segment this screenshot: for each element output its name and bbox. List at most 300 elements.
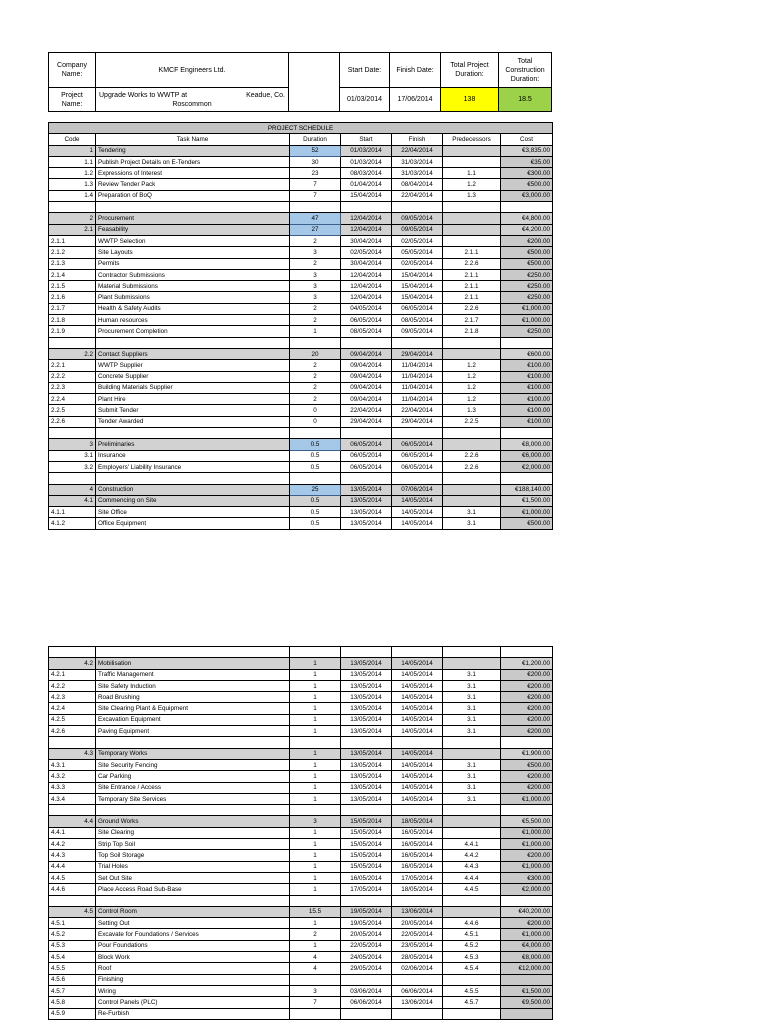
task-duration: 3 xyxy=(290,292,341,303)
task-start: 12/04/2014 xyxy=(341,281,392,292)
task-start: 09/04/2014 xyxy=(341,394,392,405)
task-start: 13/05/2014 xyxy=(341,495,392,506)
empty-cell xyxy=(96,737,290,748)
task-cost: €35.00 xyxy=(501,156,553,167)
task-name: Mobilisation xyxy=(96,658,290,669)
task-cost: €200.00 xyxy=(501,680,553,691)
task-finish: 05/05/2014 xyxy=(392,247,443,258)
task-cost: €250.00 xyxy=(501,326,553,337)
task-predecessors xyxy=(443,827,501,838)
task-row xyxy=(49,669,553,680)
task-start: 12/04/2014 xyxy=(341,292,392,303)
task-predecessors: 1.2 xyxy=(443,360,501,371)
task-start: 15/05/2014 xyxy=(341,816,392,827)
task-cost: €200.00 xyxy=(501,771,553,782)
task-duration: 1 xyxy=(290,884,341,895)
task-start: 20/05/2014 xyxy=(341,929,392,940)
task-finish: 18/05/2014 xyxy=(392,816,443,827)
task-cost: €1,000.00 xyxy=(501,793,553,804)
task-code: 4.2 xyxy=(49,658,96,669)
group-row xyxy=(49,816,553,827)
column-header-row xyxy=(49,134,553,145)
task-duration: 30 xyxy=(290,156,341,167)
empty-cell xyxy=(341,202,392,213)
task-cost: €1,500.00 xyxy=(501,495,553,506)
task-start: 15/04/2014 xyxy=(341,190,392,201)
task-finish: 14/05/2014 xyxy=(392,726,443,737)
task-name: Insurance xyxy=(96,450,290,461)
task-predecessors: 1.2 xyxy=(443,394,501,405)
task-finish: 14/05/2014 xyxy=(392,793,443,804)
task-code: 4.2.2 xyxy=(49,680,96,691)
header-spacer xyxy=(288,52,340,112)
task-cost: €500.00 xyxy=(501,247,553,258)
task-row xyxy=(49,168,553,179)
task-cost: €100.00 xyxy=(501,405,553,416)
spacer-row xyxy=(49,428,553,439)
task-predecessors: 4.5.4 xyxy=(443,963,501,974)
task-duration: 3 xyxy=(290,281,341,292)
task-code: 2.2.4 xyxy=(49,394,96,405)
task-duration: 1 xyxy=(290,669,341,680)
task-code: 3 xyxy=(49,439,96,450)
task-start: 01/03/2014 xyxy=(341,156,392,167)
task-name: Tendering xyxy=(96,145,290,156)
task-finish: 14/05/2014 xyxy=(392,748,443,759)
task-row xyxy=(49,872,553,883)
task-name: Permits xyxy=(96,258,290,269)
task-finish: 06/06/2014 xyxy=(392,985,443,996)
task-predecessors: 1.2 xyxy=(443,179,501,190)
task-predecessors xyxy=(443,658,501,669)
task-start: 08/03/2014 xyxy=(341,168,392,179)
task-row xyxy=(49,179,553,190)
task-duration: 4 xyxy=(290,963,341,974)
task-row xyxy=(49,405,553,416)
task-cost: €188,140.00 xyxy=(501,484,553,495)
col-start-header: Start xyxy=(341,134,392,145)
task-duration: 0.5 xyxy=(290,518,341,529)
task-cost: €200.00 xyxy=(501,235,553,246)
task-name: Commencing on Site xyxy=(96,495,290,506)
empty-cell xyxy=(501,805,553,816)
task-duration: 2 xyxy=(290,258,341,269)
task-duration: 1 xyxy=(290,326,341,337)
task-predecessors: 2.2.5 xyxy=(443,416,501,427)
task-predecessors xyxy=(443,1008,501,1019)
task-predecessors: 2.2.6 xyxy=(443,450,501,461)
empty-cell xyxy=(290,473,341,484)
task-code: 4.3 xyxy=(49,748,96,759)
task-cost: €4,200.00 xyxy=(501,224,553,235)
empty-cell xyxy=(341,737,392,748)
empty-cell xyxy=(443,647,501,658)
task-duration: 23 xyxy=(290,168,341,179)
task-row xyxy=(49,461,553,472)
group-row xyxy=(49,495,553,506)
company-label: Company Name: xyxy=(48,52,96,88)
task-start: 06/05/2014 xyxy=(341,439,392,450)
task-name: Plant Submissions xyxy=(96,292,290,303)
empty-cell xyxy=(501,428,553,439)
task-name: Car Parking xyxy=(96,771,290,782)
task-code: 2.1.3 xyxy=(49,258,96,269)
empty-cell xyxy=(96,202,290,213)
task-name: Excavate for Foundations / Services xyxy=(96,929,290,940)
task-finish: 13/06/2014 xyxy=(392,906,443,917)
task-start: 02/05/2014 xyxy=(341,247,392,258)
task-cost xyxy=(501,1008,553,1019)
project-label: Project Name: xyxy=(48,87,96,112)
task-row xyxy=(49,190,553,201)
task-name: Site Entrance / Access xyxy=(96,782,290,793)
empty-cell xyxy=(443,805,501,816)
spacer-row xyxy=(49,337,553,348)
empty-cell xyxy=(96,805,290,816)
empty-cell xyxy=(443,895,501,906)
empty-cell xyxy=(49,737,96,748)
task-finish: 11/04/2014 xyxy=(392,382,443,393)
task-row xyxy=(49,714,553,725)
task-code: 2.1.9 xyxy=(49,326,96,337)
task-predecessors xyxy=(443,145,501,156)
task-code: 4 xyxy=(49,484,96,495)
task-finish: 31/03/2014 xyxy=(392,156,443,167)
task-cost: €3,000.00 xyxy=(501,190,553,201)
task-predecessors xyxy=(443,439,501,450)
task-name: Site Safety Induction xyxy=(96,680,290,691)
task-duration: 1 xyxy=(290,850,341,861)
task-code: 4.4.5 xyxy=(49,872,96,883)
group-row xyxy=(49,748,553,759)
task-row xyxy=(49,258,553,269)
task-row xyxy=(49,861,553,872)
task-name: Control Room xyxy=(96,906,290,917)
empty-cell xyxy=(392,202,443,213)
finish-date-label: Finish Date: xyxy=(389,52,441,88)
task-name: Site Clearing xyxy=(96,827,290,838)
task-row xyxy=(49,703,553,714)
empty-cell xyxy=(290,428,341,439)
task-predecessors: 4.5.1 xyxy=(443,929,501,940)
empty-cell xyxy=(341,895,392,906)
task-row xyxy=(49,450,553,461)
task-row xyxy=(49,326,553,337)
task-finish: 14/05/2014 xyxy=(392,703,443,714)
spacer-row xyxy=(49,202,553,213)
task-name: WWTP Selection xyxy=(96,235,290,246)
task-name: Contact Suppliers xyxy=(96,348,290,359)
schedule-table-1 xyxy=(48,122,553,530)
task-code: 2.2.2 xyxy=(49,371,96,382)
empty-cell xyxy=(96,337,290,348)
task-duration: 0.5 xyxy=(290,495,341,506)
task-cost: €8,000.00 xyxy=(501,952,553,963)
task-finish: 14/05/2014 xyxy=(392,658,443,669)
task-finish: 14/05/2014 xyxy=(392,714,443,725)
task-duration: 1 xyxy=(290,703,341,714)
group-row xyxy=(49,348,553,359)
task-code: 4.5.9 xyxy=(49,1008,96,1019)
task-duration: 0.5 xyxy=(290,461,341,472)
task-row xyxy=(49,759,553,770)
task-name: Pour Foundations xyxy=(96,940,290,951)
task-finish: 08/05/2014 xyxy=(392,315,443,326)
empty-cell xyxy=(501,647,553,658)
task-name: Submit Tender xyxy=(96,405,290,416)
task-cost: €8,000.00 xyxy=(501,439,553,450)
task-predecessors xyxy=(443,816,501,827)
task-finish: 29/04/2014 xyxy=(392,416,443,427)
task-name: Preliminaries xyxy=(96,439,290,450)
task-code: 2.2.6 xyxy=(49,416,96,427)
empty-cell xyxy=(49,202,96,213)
task-start: 29/05/2014 xyxy=(341,963,392,974)
task-finish: 02/06/2014 xyxy=(392,963,443,974)
task-finish: 14/05/2014 xyxy=(392,782,443,793)
col-finish-header: Finish xyxy=(392,134,443,145)
task-name: Health & Safety Audits xyxy=(96,303,290,314)
task-row xyxy=(49,692,553,703)
task-start: 19/05/2014 xyxy=(341,906,392,917)
task-row xyxy=(49,269,553,280)
task-name: Material Submissions xyxy=(96,281,290,292)
task-row xyxy=(49,292,553,303)
task-start: 19/05/2014 xyxy=(341,918,392,929)
task-finish: 16/05/2014 xyxy=(392,839,443,850)
empty-cell xyxy=(341,428,392,439)
task-predecessors xyxy=(443,974,501,985)
group-row xyxy=(49,906,553,917)
task-cost: €200.00 xyxy=(501,782,553,793)
task-cost: €12,000.00 xyxy=(501,963,553,974)
task-predecessors: 3.1 xyxy=(443,714,501,725)
task-cost: €200.00 xyxy=(501,726,553,737)
task-row xyxy=(49,281,553,292)
task-name: Preparation of BoQ xyxy=(96,190,290,201)
task-name: Wiring xyxy=(96,985,290,996)
task-code: 1.2 xyxy=(49,168,96,179)
group-row xyxy=(49,145,553,156)
task-predecessors: 4.4.5 xyxy=(443,884,501,895)
task-start: 13/05/2014 xyxy=(341,726,392,737)
task-start: 06/05/2014 xyxy=(341,461,392,472)
task-cost: €500.00 xyxy=(501,179,553,190)
task-predecessors: 2.1.1 xyxy=(443,269,501,280)
task-code: 4.2.6 xyxy=(49,726,96,737)
task-predecessors: 4.5.7 xyxy=(443,997,501,1008)
company-value: KMCF Engineers Ltd. xyxy=(95,52,289,88)
empty-cell xyxy=(49,895,96,906)
task-duration: 7 xyxy=(290,997,341,1008)
task-name: Re-Furbish xyxy=(96,1008,290,1019)
task-code: 2.1.6 xyxy=(49,292,96,303)
task-code: 4.1 xyxy=(49,495,96,506)
task-predecessors: 2.2.6 xyxy=(443,461,501,472)
empty-cell xyxy=(49,428,96,439)
task-code: 1 xyxy=(49,145,96,156)
task-duration: 1 xyxy=(290,872,341,883)
task-name: Traffic Management xyxy=(96,669,290,680)
task-finish: 16/05/2014 xyxy=(392,861,443,872)
group-row xyxy=(49,439,553,450)
task-predecessors xyxy=(443,484,501,495)
task-duration: 3 xyxy=(290,269,341,280)
task-cost: €1,200.00 xyxy=(501,658,553,669)
task-start: 12/04/2014 xyxy=(341,213,392,224)
task-name: Site Office xyxy=(96,507,290,518)
spacer-row xyxy=(49,805,553,816)
task-cost: €1,500.00 xyxy=(501,985,553,996)
task-cost: €1,000.00 xyxy=(501,507,553,518)
empty-cell xyxy=(392,337,443,348)
task-code: 1.3 xyxy=(49,179,96,190)
task-name: Top Soil Storage xyxy=(96,850,290,861)
task-predecessors: 1.2 xyxy=(443,371,501,382)
task-code: 4.4.6 xyxy=(49,884,96,895)
total-construction-duration-label: Total Construction Duration: xyxy=(498,52,552,88)
task-predecessors: 3.1 xyxy=(443,507,501,518)
task-name: Ground Works xyxy=(96,816,290,827)
task-row xyxy=(49,247,553,258)
task-cost: €40,200.00 xyxy=(501,906,553,917)
task-name: Site Clearing Plant & Equipment xyxy=(96,703,290,714)
task-code: 2.1.2 xyxy=(49,247,96,258)
task-duration: 2 xyxy=(290,394,341,405)
task-predecessors: 3.1 xyxy=(443,703,501,714)
task-duration: 2 xyxy=(290,371,341,382)
task-duration: 0 xyxy=(290,405,341,416)
task-duration xyxy=(290,974,341,985)
task-start: 09/04/2014 xyxy=(341,382,392,393)
task-start: 13/05/2014 xyxy=(341,692,392,703)
empty-cell xyxy=(49,805,96,816)
task-predecessors xyxy=(443,495,501,506)
empty-cell xyxy=(290,805,341,816)
empty-cell xyxy=(392,805,443,816)
task-predecessors: 2.2.6 xyxy=(443,258,501,269)
task-duration: 2 xyxy=(290,235,341,246)
task-start: 01/03/2014 xyxy=(341,145,392,156)
task-code: 4.4 xyxy=(49,816,96,827)
task-predecessors: 3.1 xyxy=(443,518,501,529)
group-row xyxy=(49,658,553,669)
task-duration: 1 xyxy=(290,726,341,737)
task-predecessors xyxy=(443,906,501,917)
task-start: 13/05/2014 xyxy=(341,669,392,680)
task-cost: €500.00 xyxy=(501,258,553,269)
task-code: 4.5.6 xyxy=(49,974,96,985)
task-finish: 06/05/2014 xyxy=(392,450,443,461)
task-cost: €200.00 xyxy=(501,714,553,725)
task-duration: 0.5 xyxy=(290,450,341,461)
task-duration: 25 xyxy=(290,484,341,495)
task-finish: 20/05/2014 xyxy=(392,918,443,929)
task-code: 3.2 xyxy=(49,461,96,472)
task-code: 4.3.3 xyxy=(49,782,96,793)
task-cost: €200.00 xyxy=(501,692,553,703)
empty-cell xyxy=(392,473,443,484)
task-row xyxy=(49,235,553,246)
task-predecessors: 3.1 xyxy=(443,759,501,770)
task-name: Employers' Liability Insurance xyxy=(96,461,290,472)
task-predecessors xyxy=(443,748,501,759)
table-title: PROJECT SCHEDULE xyxy=(49,123,553,134)
task-duration: 4 xyxy=(290,952,341,963)
group-row xyxy=(49,224,553,235)
task-predecessors: 4.4.1 xyxy=(443,839,501,850)
task-start: 17/05/2014 xyxy=(341,884,392,895)
task-code: 2.2.3 xyxy=(49,382,96,393)
task-start: 13/05/2014 xyxy=(341,782,392,793)
task-start: 13/05/2014 xyxy=(341,759,392,770)
task-row xyxy=(49,782,553,793)
task-name: Set Out Site xyxy=(96,872,290,883)
task-cost: €1,000.00 xyxy=(501,861,553,872)
task-start: 13/05/2014 xyxy=(341,484,392,495)
task-code: 4.1.2 xyxy=(49,518,96,529)
empty-cell xyxy=(341,473,392,484)
task-finish: 09/05/2014 xyxy=(392,224,443,235)
task-code: 3.1 xyxy=(49,450,96,461)
task-duration: 1 xyxy=(290,748,341,759)
task-finish: 02/05/2014 xyxy=(392,235,443,246)
task-code: 4.5.8 xyxy=(49,997,96,1008)
task-cost: €9,500.00 xyxy=(501,997,553,1008)
task-start: 13/05/2014 xyxy=(341,714,392,725)
task-row xyxy=(49,680,553,691)
task-code: 4.4.2 xyxy=(49,839,96,850)
task-cost: €600.00 xyxy=(501,348,553,359)
empty-cell xyxy=(290,895,341,906)
task-code: 4.2.1 xyxy=(49,669,96,680)
total-construction-duration-value: 18.5 xyxy=(498,87,552,112)
task-finish: 13/06/2014 xyxy=(392,997,443,1008)
task-finish: 07/06/2014 xyxy=(392,484,443,495)
task-row xyxy=(49,518,553,529)
task-cost: €100.00 xyxy=(501,360,553,371)
task-start: 03/06/2014 xyxy=(341,985,392,996)
task-duration: 52 xyxy=(290,145,341,156)
task-cost: €200.00 xyxy=(501,850,553,861)
empty-cell xyxy=(501,337,553,348)
task-predecessors: 1.3 xyxy=(443,405,501,416)
task-start: 13/05/2014 xyxy=(341,771,392,782)
task-duration: 1 xyxy=(290,680,341,691)
group-row xyxy=(49,213,553,224)
task-cost: €1,900.00 xyxy=(501,748,553,759)
empty-cell xyxy=(392,895,443,906)
task-code: 4.3.1 xyxy=(49,759,96,770)
task-finish: 23/05/2014 xyxy=(392,940,443,951)
task-duration: 1 xyxy=(290,839,341,850)
task-finish: 11/04/2014 xyxy=(392,360,443,371)
task-predecessors: 2.2.6 xyxy=(443,303,501,314)
task-name: Finishing xyxy=(96,974,290,985)
task-row xyxy=(49,1008,553,1019)
start-date-label: Start Date: xyxy=(339,52,390,88)
task-start: 13/05/2014 xyxy=(341,680,392,691)
task-predecessors: 2.1.8 xyxy=(443,326,501,337)
empty-cell xyxy=(341,805,392,816)
task-duration: 3 xyxy=(290,247,341,258)
project-value xyxy=(95,87,289,112)
task-duration: 0.5 xyxy=(290,439,341,450)
task-duration: 20 xyxy=(290,348,341,359)
task-finish: 14/05/2014 xyxy=(392,507,443,518)
task-name: Setting Out xyxy=(96,918,290,929)
task-name: Construction xyxy=(96,484,290,495)
